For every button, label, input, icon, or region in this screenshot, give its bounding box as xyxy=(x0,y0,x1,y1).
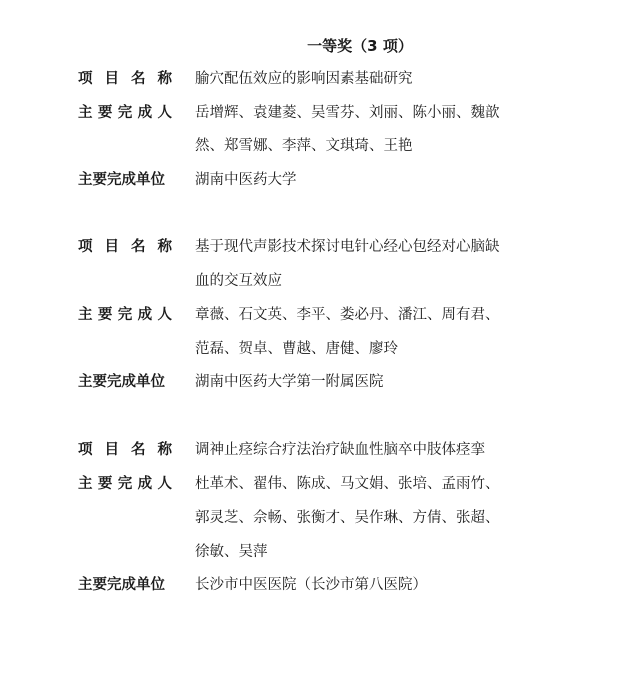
entry-2-name-line-1: 基于现代声影技术探讨电针心经心包经对心脑缺 xyxy=(195,239,500,255)
main-unit-label: 主要完成单位 xyxy=(78,577,165,593)
entry-3-persons-row-3 xyxy=(0,539,640,565)
entry-1-persons-line-1: 岳增辉、袁建菱、吴雪芬、刘丽、陈小丽、魏歆 xyxy=(195,105,500,121)
entry-3-name-line-1: 调神止痉综合疗法治疗缺血性脑卒中肢体痉挛 xyxy=(195,442,485,458)
entry-3-persons-line-1: 杜革术、翟伟、陈成、马文娟、张培、孟雨竹、 xyxy=(195,476,500,492)
entry-1-name-row xyxy=(0,66,640,92)
entry-1-persons-line-2: 然、郑雪娜、李萍、文琪琦、王艳 xyxy=(195,138,413,154)
main-unit-label: 主要完成单位 xyxy=(78,374,165,390)
project-name-label: 项 目 名 称 xyxy=(78,239,172,255)
entry-2-name-line-2: 血的交互效应 xyxy=(195,273,282,289)
main-persons-label: 主 要 完 成 人 xyxy=(78,307,172,323)
entry-3-persons-row-2 xyxy=(0,505,640,531)
main-persons-label: 主 要 完 成 人 xyxy=(78,105,172,121)
entry-2-name-row-2 xyxy=(0,268,640,294)
entry-2-unit: 湖南中医药大学第一附属医院 xyxy=(195,374,384,390)
project-name-label: 项 目 名 称 xyxy=(78,442,172,458)
main-persons-label: 主 要 完 成 人 xyxy=(78,476,172,492)
entry-1-name-line-1: 腧穴配伍效应的影响因素基础研究 xyxy=(195,71,413,87)
entry-2-name-row xyxy=(0,234,640,260)
entry-2-persons-row xyxy=(0,302,640,328)
entry-1-persons-row xyxy=(0,100,640,126)
entry-2-unit-row xyxy=(0,369,640,395)
entry-1-unit-row xyxy=(0,167,640,193)
entry-3-unit: 长沙市中医医院（长沙市第八医院） xyxy=(195,577,427,593)
award-title: 一等奖（3 项） xyxy=(307,37,413,55)
entry-2-persons-line-1: 章薇、石文英、李平、娄必丹、潘江、周有君、 xyxy=(195,307,500,323)
project-name-label: 项 目 名 称 xyxy=(78,71,172,87)
entry-1-persons-row-2 xyxy=(0,133,640,159)
entry-3-persons-line-3: 徐敏、吴萍 xyxy=(195,544,268,560)
entry-2-persons-line-2: 范磊、贺卓、曹越、唐健、廖玲 xyxy=(195,341,398,357)
entry-3-persons-row xyxy=(0,471,640,497)
main-unit-label: 主要完成单位 xyxy=(78,172,165,188)
entry-3-name-row xyxy=(0,437,640,463)
entry-2-persons-row-2 xyxy=(0,336,640,362)
entry-3-unit-row xyxy=(0,572,640,598)
entry-1-unit: 湖南中医药大学 xyxy=(195,172,297,188)
entry-3-persons-line-2: 郭灵芝、佘畅、张衡才、吴作琳、方倩、张超、 xyxy=(195,510,500,526)
